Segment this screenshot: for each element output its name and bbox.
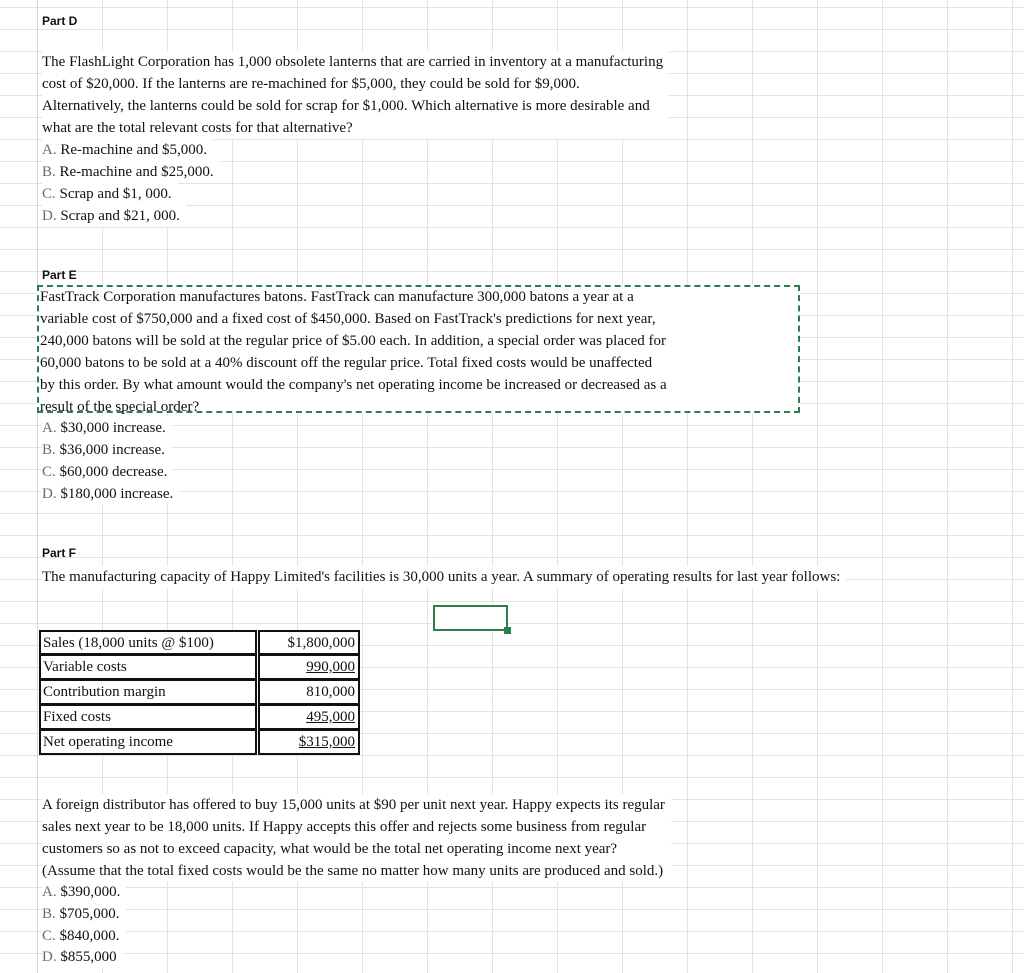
choice-text: Re-machine and $25,000. bbox=[59, 164, 214, 180]
question-line: what are the total relevant costs for that alternative? bbox=[42, 120, 353, 136]
question-line: The FlashLight Corporation has 1,000 obsolete lanterns that are carried in inventory at a manufacturing bbox=[42, 54, 664, 70]
choice-text: $180,000 increase. bbox=[60, 486, 174, 502]
part-f-label: Part F bbox=[42, 546, 77, 560]
part-f-choice-a[interactable] bbox=[42, 881, 126, 903]
question-line: result of the special order? bbox=[40, 399, 200, 415]
part-f-intro[interactable]: The manufacturing capacity of Happy Limited's facilities is 30,000 units a year. A summary of operating results for last year follows: bbox=[42, 566, 846, 588]
table-cell-value[interactable]: 810,000 bbox=[258, 680, 360, 705]
part-e-label: Part E bbox=[42, 268, 77, 282]
part-d-choice-d[interactable] bbox=[42, 205, 186, 227]
choice-letter: A. bbox=[42, 884, 57, 900]
table-cell-label[interactable]: Net operating income bbox=[39, 730, 257, 755]
choice-text: $855,000 bbox=[60, 949, 117, 965]
question-line: A foreign distributor has offered to buy 15,000 units at $90 per unit next year. Happy expects its regular bbox=[42, 797, 665, 813]
question-line: customers so as not to exceed capacity, what would be the total net operating income next year? bbox=[42, 841, 618, 857]
table-cell-label[interactable]: Sales (18,000 units @ $100) bbox=[39, 630, 257, 655]
table-cell-label[interactable]: Variable costs bbox=[39, 655, 257, 680]
table-cell-value[interactable]: 495,000 bbox=[258, 705, 360, 730]
choice-text: $36,000 increase. bbox=[59, 442, 165, 458]
choice-letter: C. bbox=[42, 186, 56, 202]
fill-handle[interactable] bbox=[504, 627, 511, 634]
choice-text: $840,000. bbox=[59, 928, 120, 944]
table-cell-value[interactable]: $315,000 bbox=[258, 730, 360, 755]
part-e-choice-a[interactable] bbox=[42, 417, 172, 439]
question-line: sales next year to be 18,000 units. If Happy accepts this offer and rejects some business from regular bbox=[42, 819, 647, 835]
part-f-question[interactable] bbox=[42, 794, 671, 882]
part-e-choice-c[interactable] bbox=[42, 461, 173, 483]
part-e-choice-d[interactable] bbox=[42, 483, 179, 505]
part-f-choice-c[interactable] bbox=[42, 925, 126, 947]
question-line: 240,000 batons will be sold at the regular price of $5.00 each. In addition, a special order was placed for bbox=[40, 333, 667, 349]
choice-letter: B. bbox=[42, 164, 56, 180]
part-d-choice-c[interactable] bbox=[42, 183, 178, 205]
part-f-choice-d[interactable] bbox=[42, 946, 123, 968]
part-e-choice-b[interactable] bbox=[42, 439, 171, 461]
choice-text: Scrap and $1, 000. bbox=[59, 186, 172, 202]
part-e-question[interactable] bbox=[40, 286, 667, 418]
choice-letter: C. bbox=[42, 928, 56, 944]
question-line: cost of $20,000. If the lanterns are re-machined for $5,000, they could be sold for $9,000. bbox=[42, 76, 580, 92]
column-a-border bbox=[37, 0, 38, 973]
part-d-question[interactable] bbox=[42, 51, 669, 139]
choice-text: Scrap and $21, 000. bbox=[60, 208, 180, 224]
choice-text: $705,000. bbox=[59, 906, 120, 922]
question-line: Alternatively, the lanterns could be sold for scrap for $1,000. Which alternative is more desirable and bbox=[42, 98, 650, 114]
part-d-choice-b[interactable] bbox=[42, 161, 220, 183]
choice-text: Re-machine and $5,000. bbox=[60, 142, 207, 158]
table-cell-label[interactable]: Fixed costs bbox=[39, 705, 257, 730]
question-line: (Assume that the total fixed costs would be the same no matter how many units are produced and sold.) bbox=[42, 863, 664, 879]
table-cell-value[interactable]: $1,800,000 bbox=[258, 630, 360, 655]
choice-letter: C. bbox=[42, 464, 56, 480]
part-f-choice-b[interactable] bbox=[42, 903, 126, 925]
choice-letter: B. bbox=[42, 442, 56, 458]
choice-letter: B. bbox=[42, 906, 56, 922]
choice-letter: D. bbox=[42, 486, 57, 502]
table-cell-label[interactable]: Contribution margin bbox=[39, 680, 257, 705]
choice-letter: D. bbox=[42, 949, 57, 965]
choice-letter: D. bbox=[42, 208, 57, 224]
part-d-choice-a[interactable] bbox=[42, 139, 213, 161]
choice-text: $60,000 decrease. bbox=[59, 464, 168, 480]
question-line: 60,000 batons to be sold at a 40% discount off the regular price. Total fixed costs would be unaffected bbox=[40, 355, 653, 371]
table-cell-value[interactable]: 990,000 bbox=[258, 655, 360, 680]
choice-letter: A. bbox=[42, 420, 57, 436]
choice-text: $390,000. bbox=[60, 884, 121, 900]
choice-letter: A. bbox=[42, 142, 57, 158]
part-d-label: Part D bbox=[42, 14, 78, 28]
question-line: by this order. By what amount would the company's net operating income be increased or decreased as a bbox=[40, 377, 667, 393]
choice-text: $30,000 increase. bbox=[60, 420, 166, 436]
question-line: FastTrack Corporation manufactures batons. FastTrack can manufacture 300,000 batons a year at a bbox=[40, 289, 634, 305]
active-cell[interactable] bbox=[433, 605, 508, 631]
question-line: variable cost of $750,000 and a fixed cost of $450,000. Based on FastTrack's predictions for next year, bbox=[40, 311, 656, 327]
